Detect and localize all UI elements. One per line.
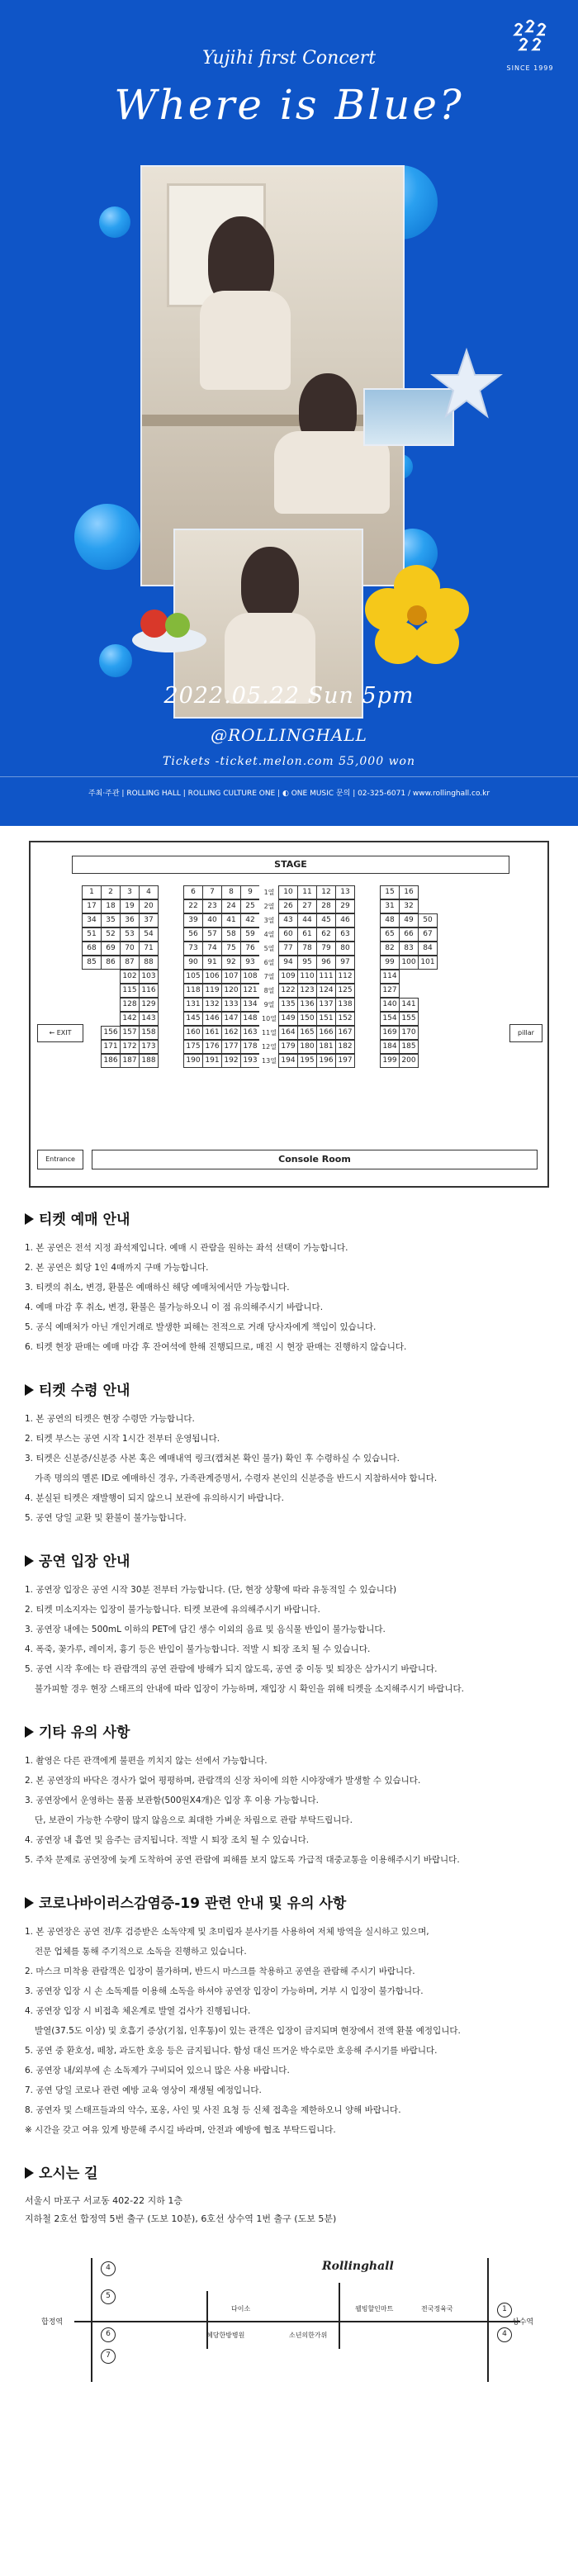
info-line: 4. 분실된 티켓은 재발행이 되지 않으니 보관에 유의하시기 바랍니다. [25, 1493, 284, 1503]
seat: 85 [82, 956, 102, 970]
sangsu-station-label: 상수역 [512, 2318, 534, 2327]
seat: 57 [202, 927, 222, 942]
info-line: 불가피할 경우 현장 스태프의 안내에 따라 입장이 가능하며, 재입장 시 확인을 위해 티켓을 소지해주시기 바랍니다. [35, 1684, 464, 1694]
concert-venue: @ROLLINGHALL [211, 725, 367, 745]
seat: 190 [183, 1054, 203, 1068]
seat-row [82, 956, 437, 970]
info-line: 4. 예매 마감 후 취소, 변경, 환불은 불가능하오니 이 점 유의해주시기 바랍니다. [25, 1302, 324, 1312]
seat: 134 [240, 998, 260, 1012]
info-line: 1. 본 공연은 전석 지정 좌석제입니다. 예매 시 관람을 원하는 좌석 선택이 가능합니다. [25, 1243, 348, 1253]
seat: 68 [82, 942, 102, 956]
info-line: 3. 공연장 내에는 500mL 이하의 PET에 담긴 생수 이외의 음료 및 음식물 반입이 불가능합니다. [25, 1625, 386, 1634]
seat: 156 [101, 1026, 121, 1040]
info-line: 5. 공연 시작 후에는 타 관람객의 공연 관람에 방해가 되지 않도록, 공연 중 이동 및 퇴장은 삼가시기 바랍니다. [25, 1664, 438, 1674]
info-line: 2. 티켓 부스는 공연 시작 1시간 전부터 운영됩니다. [25, 1434, 220, 1444]
rollinghall-map-label: Rollinghall [322, 2260, 394, 2273]
seat: 24 [221, 899, 241, 913]
seat: 173 [139, 1040, 159, 1054]
seat: 99 [380, 956, 400, 970]
seat: 20 [139, 899, 159, 913]
seat: 172 [120, 1040, 140, 1054]
seat: 9 [240, 885, 260, 899]
info-line: 발열(37.5도 이상) 및 호흡기 증상(기침, 인후통)이 있는 관객은 입장이 금지되며 현장에서 전액 환불 예정입니다. [35, 2026, 461, 2036]
console-room-label: Console Room [92, 1150, 538, 1169]
seat: 152 [335, 1012, 355, 1026]
seat: 40 [202, 913, 222, 927]
seat: 106 [202, 970, 222, 984]
seat: 10 [278, 885, 298, 899]
seat: 138 [335, 998, 355, 1012]
blue-ball-decoration [99, 206, 130, 238]
seat: 136 [297, 998, 317, 1012]
info-line: 가족 명의의 멜론 ID로 예매하신 경우, 가족관계증명서, 수령자 본인의 신분증을 반드시 지참하셔야 합니다. [35, 1473, 438, 1483]
subway-line: 지하철 2호선 합정역 5번 출구 (도보 10분), 6호선 상수역 1번 출구 (도보 5분) [25, 2213, 337, 2224]
seat: 196 [316, 1054, 336, 1068]
seat: 62 [316, 927, 336, 942]
info-line: 전문 업체를 통해 주기적으로 소독을 진행하고 있습니다. [35, 1947, 247, 1957]
seat: 3 [120, 885, 140, 899]
seat: 90 [183, 956, 203, 970]
triangle-bullet-icon [25, 1897, 34, 1909]
info-line: 5. 공연 당일 교환 및 환불이 불가능합니다. [25, 1513, 187, 1523]
seat: 12 [316, 885, 336, 899]
row-label: 12열 [259, 1040, 279, 1054]
seat-row [82, 913, 437, 927]
seat: 184 [380, 1040, 400, 1054]
entrance-label: Entrance [37, 1150, 83, 1169]
seat: 23 [202, 899, 222, 913]
seat: 7 [202, 885, 222, 899]
info-line: 7. 공연 당일 코로나 관련 예방 교육 영상이 재생될 예정입니다. [25, 2085, 262, 2095]
section-title: 티켓 수령 안내 [25, 1378, 553, 1399]
concert-poster [0, 0, 578, 826]
seat-row [82, 1054, 437, 1068]
seat: 123 [297, 984, 317, 998]
seat: 122 [278, 984, 298, 998]
seat: 46 [335, 913, 355, 927]
seat: 50 [418, 913, 438, 927]
star-decoration-icon [429, 347, 504, 421]
info-line: 1. 본 공연장은 공연 전/후 검증받은 소독약제 및 초미립자 분사기를 사용하여 저체 방역을 실시하고 있으며, [25, 1927, 429, 1937]
seat: 182 [335, 1040, 355, 1054]
exit-label: ← EXIT [37, 1024, 83, 1042]
seat: 197 [335, 1054, 355, 1068]
seat: 107 [221, 970, 241, 984]
row-label: 10열 [259, 1012, 279, 1026]
info-line: 2. 티켓 미소지자는 입장이 불가능합니다. 티켓 보관에 유의해주시기 바랍니다. [25, 1605, 320, 1615]
seat: 71 [139, 942, 159, 956]
info-sections [25, 1207, 553, 2140]
info-section [25, 1891, 553, 2140]
seat: 1 [82, 885, 102, 899]
seat: 28 [316, 899, 336, 913]
seat: 109 [278, 970, 298, 984]
section-title: 공연 입장 안내 [25, 1549, 553, 1570]
seat: 19 [120, 899, 140, 913]
seat: 176 [202, 1040, 222, 1054]
seat: 61 [297, 927, 317, 942]
seat-row [82, 970, 437, 984]
seat: 140 [380, 998, 400, 1012]
seat: 11 [297, 885, 317, 899]
seat: 53 [120, 927, 140, 942]
artist-photo [140, 165, 405, 586]
seat: 76 [240, 942, 260, 956]
seat: 91 [202, 956, 222, 970]
info-line: 3. 티켓의 취소, 변경, 환불은 예매하신 해당 예매처에서만 가능합니다. [25, 1283, 290, 1293]
seat: 93 [240, 956, 260, 970]
info-line: 5. 주차 문제로 공연장에 늦게 도착하여 공연 관람에 피해를 보지 않도록 가급적 대중교통을 이용해주시기 바랍니다. [25, 1855, 460, 1865]
row-label: 1열 [259, 885, 279, 899]
seat: 192 [221, 1054, 241, 1068]
triangle-bullet-icon [25, 2167, 34, 2179]
seat: 191 [202, 1054, 222, 1068]
blue-ball-decoration [99, 644, 132, 677]
seat: 58 [221, 927, 241, 942]
seat: 162 [221, 1026, 241, 1040]
seat: 60 [278, 927, 298, 942]
seat: 100 [399, 956, 419, 970]
seat: 165 [297, 1026, 317, 1040]
seat-row [82, 998, 437, 1012]
seat: 146 [202, 1012, 222, 1026]
concert-date: 2022.05.22 Sun 5pm [163, 683, 415, 709]
seat: 151 [316, 1012, 336, 1026]
section-title: 코로나바이러스감염증-19 관련 안내 및 유의 사항 [25, 1891, 553, 1912]
seat-row [82, 1040, 437, 1054]
poster-title: Where is Blue? [114, 81, 464, 129]
info-line: 8. 공연자 및 스태프들과의 악수, 포옹, 사인 및 사진 요청 등 신체 접촉을 제한하오니 양해 바랍니다. [25, 2105, 401, 2115]
info-line: 1. 공연장 입장은 공연 시작 30분 전부터 가능합니다. (단, 현장 상황에 따라 유동적일 수 있습니다) [25, 1585, 397, 1595]
seat: 111 [316, 970, 336, 984]
info-section [25, 1549, 553, 1699]
row-label: 7열 [259, 970, 279, 984]
seat: 195 [297, 1054, 317, 1068]
info-line: ※ 시간을 갖고 여유 있게 방문해 주시길 바라며, 안전과 예방에 협조 부탁드립니다. [25, 2125, 336, 2135]
seat: 145 [183, 1012, 203, 1026]
seat: 125 [335, 984, 355, 998]
seat: 22 [183, 899, 203, 913]
triangle-bullet-icon [25, 1384, 34, 1396]
exit-4-marker: 4 [101, 2261, 116, 2276]
seat: 35 [101, 913, 121, 927]
seat: 178 [240, 1040, 260, 1054]
seat: 63 [335, 927, 355, 942]
seat: 25 [240, 899, 260, 913]
info-line: 5. 공연 중 환호성, 떼창, 과도한 호응 등은 금지됩니다. 함성 대신 뜨거운 박수로만 호응해 주시기를 바랍니다. [25, 2046, 438, 2056]
seat: 79 [316, 942, 336, 956]
info-section [25, 1720, 553, 1870]
seat: 112 [335, 970, 355, 984]
info-line: 3. 티켓은 신분증/신분증 사본 혹은 예매내역 링크(캡쳐본 확인 불가) 확인 후 수령하실 수 있습니다. [25, 1454, 400, 1464]
section-title: 기타 유의 사항 [25, 1720, 553, 1741]
seat: 13 [335, 885, 355, 899]
seat: 32 [399, 899, 419, 913]
seat: 74 [202, 942, 222, 956]
ticket-info: Tickets -ticket.melon.com 55,000 won [163, 755, 415, 768]
seat: 200 [399, 1054, 419, 1068]
seat: 120 [221, 984, 241, 998]
seat: 15 [380, 885, 400, 899]
seat: 49 [399, 913, 419, 927]
seat-map [29, 841, 549, 1188]
seat: 51 [82, 927, 102, 942]
seat: 163 [240, 1026, 260, 1040]
triangle-bullet-icon [25, 1555, 34, 1567]
seat: 29 [335, 899, 355, 913]
info-line: 3. 공연장에서 운영하는 물품 보관함(500원X4개)은 입장 후 이용 가능합니다. [25, 1796, 320, 1805]
poster-subtitle: Yujihi first Concert [201, 48, 377, 69]
seat: 105 [183, 970, 203, 984]
row-label: 5열 [259, 942, 279, 956]
seat: 179 [278, 1040, 298, 1054]
lime-decoration [165, 613, 190, 638]
seat: 67 [418, 927, 438, 942]
info-line: 4. 공연장 내 흡연 및 음주는 금지됩니다. 적발 시 퇴장 조치 될 수 있습니다. [25, 1835, 310, 1845]
seat: 102 [120, 970, 140, 984]
seat: 186 [101, 1054, 121, 1068]
seat: 188 [139, 1054, 159, 1068]
seat: 108 [240, 970, 260, 984]
row-label: 3열 [259, 913, 279, 927]
info-line: 5. 공식 예매처가 아닌 개인거래로 발생한 피해는 전적으로 거래 당사자에게 책임이 있습니다. [25, 1322, 377, 1332]
seat: 157 [120, 1026, 140, 1040]
section-title: 티켓 예매 안내 [25, 1207, 553, 1228]
info-section [25, 1207, 553, 1357]
yellow-flower-icon [363, 562, 471, 669]
seat: 150 [297, 1012, 317, 1026]
seat: 87 [120, 956, 140, 970]
seat: 78 [297, 942, 317, 956]
seat: 110 [297, 970, 317, 984]
seat: 175 [183, 1040, 203, 1054]
seat: 73 [183, 942, 203, 956]
directions-title: 오시는 길 [25, 2161, 553, 2182]
seat: 114 [380, 970, 400, 984]
seat: 199 [380, 1054, 400, 1068]
seat: 70 [120, 942, 140, 956]
welbeing-mart-label: 웰빙할인마트 [355, 2305, 394, 2313]
seat: 92 [221, 956, 241, 970]
exit-7-marker: 7 [101, 2349, 116, 2364]
logo-since-text: SINCE 1999 [506, 64, 554, 72]
seat-row [82, 927, 437, 942]
seat-row [82, 885, 437, 899]
seat: 56 [183, 927, 203, 942]
seat: 181 [316, 1040, 336, 1054]
seat: 124 [316, 984, 336, 998]
row-label: 6열 [259, 956, 279, 970]
row-label: 4열 [259, 927, 279, 942]
seat: 95 [297, 956, 317, 970]
row-label: 9열 [259, 998, 279, 1012]
seat: 65 [380, 927, 400, 942]
info-section [25, 1378, 553, 1528]
info-line: 4. 공연장 입장 시 비접촉 체온계로 발열 검사가 진행됩니다. [25, 2006, 251, 2016]
triangle-bullet-icon [25, 1726, 34, 1738]
seat: 169 [380, 1026, 400, 1040]
hyehwa-hospital-label: 혜당한방병원 [206, 2332, 245, 2339]
seat: 39 [183, 913, 203, 927]
info-line: 2. 마스크 미착용 관람객은 입장이 불가하며, 반드시 마스크를 착용하고 공연을 관람해 주시기 바랍니다. [25, 1966, 415, 1976]
info-line: 단, 보관이 가능한 수량이 많지 않음으로 최대한 가벼운 차림으로 관람 부탁드립니다. [35, 1815, 353, 1825]
seat: 31 [380, 899, 400, 913]
seat: 6 [183, 885, 203, 899]
seat: 88 [139, 956, 159, 970]
seat: 121 [240, 984, 260, 998]
seat: 154 [380, 1012, 400, 1026]
seat-row [82, 899, 437, 913]
seat: 59 [240, 927, 260, 942]
info-line: 2. 본 공연장의 바닥은 경사가 없어 평평하며, 관람객의 신장 차이에 의한 시야장애가 발생할 수 있습니다. [25, 1776, 421, 1786]
seat: 160 [183, 1026, 203, 1040]
seat: 69 [101, 942, 121, 956]
seat: 158 [139, 1026, 159, 1040]
daiso-label: 다이소 [231, 2305, 251, 2313]
seat: 187 [120, 1054, 140, 1068]
apple-decoration [140, 610, 168, 638]
seat: 75 [221, 942, 241, 956]
seat: 17 [82, 899, 102, 913]
seat: 132 [202, 998, 222, 1012]
seat: 177 [221, 1040, 241, 1054]
seat-grid [82, 885, 437, 1068]
seat: 161 [202, 1026, 222, 1040]
seat: 86 [101, 956, 121, 970]
seat: 142 [120, 1012, 140, 1026]
seat-row [82, 942, 437, 956]
seat: 2 [101, 885, 121, 899]
seat: 52 [101, 927, 121, 942]
seat: 45 [316, 913, 336, 927]
seat: 193 [240, 1054, 260, 1068]
seat: 42 [240, 913, 260, 927]
seat: 194 [278, 1054, 298, 1068]
exit-6-marker: 6 [101, 2327, 116, 2342]
blue-ball-decoration [74, 504, 140, 570]
seat: 166 [316, 1026, 336, 1040]
seat: 82 [380, 942, 400, 956]
seat: 97 [335, 956, 355, 970]
row-label: 11열 [259, 1026, 279, 1040]
seat: 66 [399, 927, 419, 942]
seat: 185 [399, 1040, 419, 1054]
seat: 54 [139, 927, 159, 942]
info-line: 3. 공연장 입장 시 손 소독제를 이용해 소독을 하셔야 공연장 입장이 가능하며, 거부 시 입장이 불가합니다. [25, 1986, 424, 1996]
hapjeong-station-label: 합정역 [41, 2318, 64, 2327]
info-line: 2. 본 공연은 회당 1인 4매까지 구매 가능합니다. [25, 1263, 209, 1273]
seat: 147 [221, 1012, 241, 1026]
exit-4b-marker: 4 [497, 2327, 512, 2342]
seat: 36 [120, 913, 140, 927]
seat: 119 [202, 984, 222, 998]
seat: 84 [418, 942, 438, 956]
directions-section [25, 2161, 553, 2228]
info-line: 1. 본 공연의 티켓은 현장 수령만 가능합니다. [25, 1414, 195, 1424]
seat: 133 [221, 998, 241, 1012]
seat-row [82, 1026, 437, 1040]
seat: 171 [101, 1040, 121, 1054]
seat: 155 [399, 1012, 419, 1026]
seat: 116 [139, 984, 159, 998]
location-map [41, 2242, 537, 2390]
jeonguk-label: 전국정육국 [421, 2305, 453, 2313]
seat: 44 [297, 913, 317, 927]
info-line: 4. 폭죽, 꽃가루, 레이저, 흉기 등은 반입이 불가능합니다. 적발 시 퇴장 조치 될 수 있습니다. [25, 1644, 371, 1654]
seat: 4 [139, 885, 159, 899]
seat: 141 [399, 998, 419, 1012]
seat: 170 [399, 1026, 419, 1040]
sonmin-label: 소년의한가위 [289, 2332, 328, 2339]
seat-row [82, 1012, 437, 1026]
seat: 48 [380, 913, 400, 927]
exit-5-marker: 5 [101, 2289, 116, 2304]
seat: 27 [297, 899, 317, 913]
info-line: 6. 공연장 내/외부에 손 소독제가 구비되어 있으니 많은 사용 바랍니다. [25, 2066, 290, 2076]
seat: 131 [183, 998, 203, 1012]
seat: 8 [221, 885, 241, 899]
seat: 148 [240, 1012, 260, 1026]
triangle-bullet-icon [25, 1213, 34, 1225]
seat: 96 [316, 956, 336, 970]
seat: 26 [278, 899, 298, 913]
stage-label: STAGE [72, 856, 509, 874]
row-label: 8열 [259, 984, 279, 998]
seat: 37 [139, 913, 159, 927]
info-line: 6. 티켓 현장 판매는 예매 마감 후 잔여석에 한해 진행되므로, 매진 시 현장 판매는 진행하지 않습니다. [25, 1342, 407, 1352]
seat: 164 [278, 1026, 298, 1040]
seat: 143 [139, 1012, 159, 1026]
pillar-label: pillar [509, 1024, 542, 1042]
seat: 149 [278, 1012, 298, 1026]
seat: 115 [120, 984, 140, 998]
seat: 80 [335, 942, 355, 956]
seat: 34 [82, 913, 102, 927]
exit-1-marker: 1 [497, 2303, 512, 2317]
seat: 16 [399, 885, 419, 899]
seat: 135 [278, 998, 298, 1012]
row-label: 13열 [259, 1054, 279, 1068]
seat-row [82, 984, 437, 998]
seat: 41 [221, 913, 241, 927]
seat: 77 [278, 942, 298, 956]
row-label: 2열 [259, 899, 279, 913]
seat: 83 [399, 942, 419, 956]
seat: 101 [418, 956, 438, 970]
seat: 94 [278, 956, 298, 970]
seat: 129 [139, 998, 159, 1012]
seat: 137 [316, 998, 336, 1012]
seat: 180 [297, 1040, 317, 1054]
seat: 103 [139, 970, 159, 984]
seat: 18 [101, 899, 121, 913]
poster-footer: 주최·주관 | ROLLING HALL | ROLLING CULTURE ONE | ◐ ONE MUSIC 문의 | 02-325-6071 / www.rollinghall.co.kr [0, 776, 578, 809]
info-line: 1. 촬영은 다른 관객에게 불편을 끼치지 않는 선에서 가능합니다. [25, 1756, 268, 1766]
seat: 167 [335, 1026, 355, 1040]
seat: 43 [278, 913, 298, 927]
seat: 118 [183, 984, 203, 998]
seat: 127 [380, 984, 400, 998]
seat: 128 [120, 998, 140, 1012]
address-line: 서울시 마포구 서교동 402-22 지하 1층 [25, 2195, 182, 2206]
